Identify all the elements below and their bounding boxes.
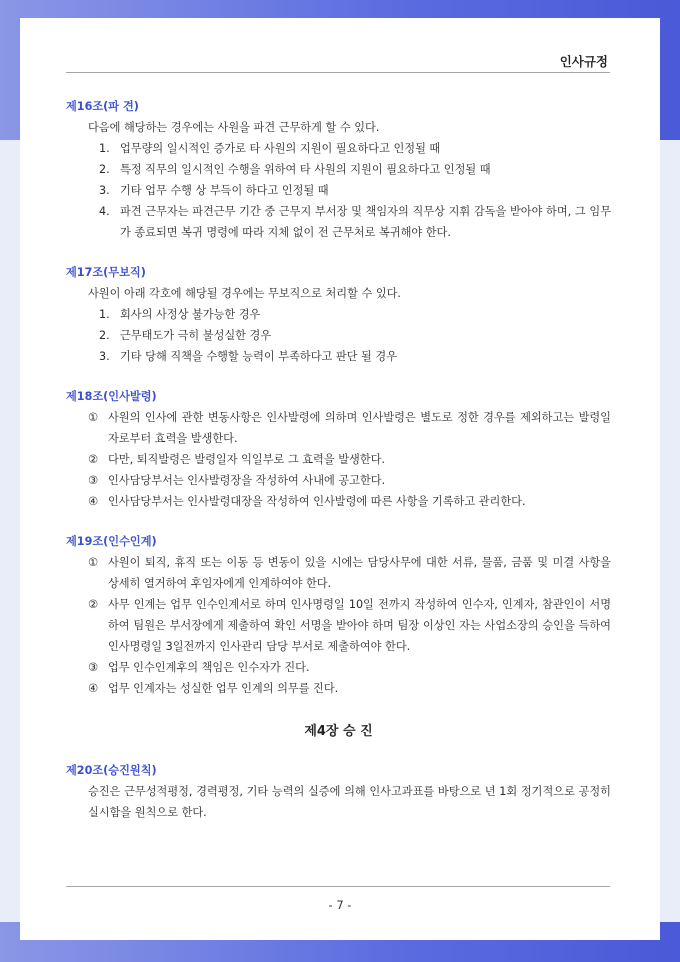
list-item <box>66 594 611 657</box>
list-item <box>66 180 611 201</box>
item-text: 사무 인계는 업무 인수인계서로 하며 인사명령일 10일 전까지 작성하여 인수자, 인계자, 참관인이 서명하여 팀원은 부서장에게 제출하여 확인 서명을 받아야 하며 팀장 이상인 자는 사업소장의 승인을 득하여 인사명령일 3일전까지 인사관리 담당 부서로 제출하여야 한다. <box>108 598 611 653</box>
article-17-title: 제17조(무보직) <box>66 266 146 279</box>
article-16-intro: 다음에 해당하는 경우에는 사원을 파견 근무하게 할 수 있다. <box>88 121 380 134</box>
list-item <box>66 138 611 159</box>
item-number: ① <box>88 556 99 569</box>
article-18-title: 제18조(인사발령) <box>66 390 157 403</box>
item-text: 특정 직무의 일시적인 수행을 위하여 타 사원의 지원이 필요하다고 인정될 때 <box>120 163 491 176</box>
item-number: 2. <box>99 163 110 176</box>
list-item <box>66 325 611 346</box>
list-item <box>66 201 611 243</box>
item-text: 업무 인수인계후의 책임은 인수자가 진다. <box>108 661 310 674</box>
list-item <box>66 470 611 491</box>
item-number: 4. <box>99 205 110 218</box>
item-number: ① <box>88 411 99 424</box>
list-item <box>66 449 611 470</box>
article-18-list <box>66 407 611 512</box>
item-text: 회사의 사정상 불가능한 경우 <box>120 308 261 321</box>
item-text: 기타 업무 수행 상 부득이 하다고 인정될 때 <box>120 184 329 197</box>
item-text: 인사담당부서는 인사발령대장을 작성하여 인사발령에 따른 사항을 기록하고 관리한다. <box>108 495 526 508</box>
list-item <box>66 491 611 512</box>
item-number: 2. <box>99 329 110 342</box>
list-item <box>66 407 611 449</box>
item-text: 다만, 퇴직발령은 발령일자 익일부로 그 효력을 발생한다. <box>108 453 386 466</box>
list-item <box>66 657 611 678</box>
spacer <box>66 367 611 386</box>
item-text: 사원이 퇴직, 휴직 또는 이동 등 변동이 있을 시에는 담당사무에 대한 서류, 물품, 금품 및 미결 사항을 상세히 열거하여 후임자에게 인계하여야 한다. <box>108 556 611 590</box>
item-number: ③ <box>88 474 99 487</box>
item-number: ② <box>88 453 99 466</box>
item-text: 근무태도가 극히 불성실한 경우 <box>120 329 272 342</box>
article-17-list <box>66 304 611 367</box>
item-number: 1. <box>99 308 110 321</box>
item-text: 업무량의 일시적인 증가로 타 사원의 지원이 필요하다고 인정될 때 <box>120 142 441 155</box>
article-17-intro: 사원이 아래 각호에 해당될 경우에는 무보직으로 처리할 수 있다. <box>88 287 401 300</box>
spacer <box>66 243 611 262</box>
page-number: - 7 - <box>328 898 352 912</box>
item-number: 3. <box>99 184 110 197</box>
item-number: ④ <box>88 495 99 508</box>
article-19-list <box>66 552 611 699</box>
article-20-body: 승진은 근무성적평정, 경력평정, 기타 능력의 실증에 의해 인사고과표를 바탕으로 년 1회 정기적으로 공정히 실시함을 원칙으로 한다. <box>88 785 611 819</box>
article-19-title: 제19조(인수인계) <box>66 535 157 548</box>
list-item <box>66 304 611 325</box>
header-divider <box>66 72 610 73</box>
item-text: 파견 근무자는 파견근무 기간 중 근무지 부서장 및 책임자의 직무상 지휘 감독을 받아야 하며, 그 임무가 종료되면 복귀 명령에 따라 지체 없이 전 근무처로 복귀해야 한다. <box>120 205 611 239</box>
article-16-title: 제16조(파 견) <box>66 100 139 113</box>
article-16-list <box>66 138 611 243</box>
item-text: 기타 당해 직책을 수행할 능력이 부족하다고 판단 될 경우 <box>120 350 398 363</box>
item-text: 업무 인계자는 성실한 업무 인계의 의무를 진다. <box>108 682 339 695</box>
item-number: 3. <box>99 350 110 363</box>
list-item <box>66 346 611 367</box>
header-title: 인사규정 <box>559 54 608 69</box>
item-number: ③ <box>88 661 99 674</box>
list-item <box>66 678 611 699</box>
chapter-title: 제4장 승 진 <box>304 724 373 739</box>
document-page <box>20 18 660 940</box>
item-number: ④ <box>88 682 99 695</box>
item-number: ② <box>88 598 99 611</box>
item-text: 사원의 인사에 관한 변동사항은 인사발령에 의하며 인사발령은 별도로 정한 경우를 제외하고는 발령일자로부터 효력을 발생한다. <box>108 411 611 445</box>
item-number: 1. <box>99 142 110 155</box>
list-item <box>66 159 611 180</box>
page-content <box>66 96 611 823</box>
item-text: 인사담당부서는 인사발령장을 작성하여 사내에 공고한다. <box>108 474 386 487</box>
list-item <box>66 552 611 594</box>
article-20-title: 제20조(승진원칙) <box>66 764 157 777</box>
spacer <box>66 512 611 531</box>
footer-divider <box>66 886 610 887</box>
